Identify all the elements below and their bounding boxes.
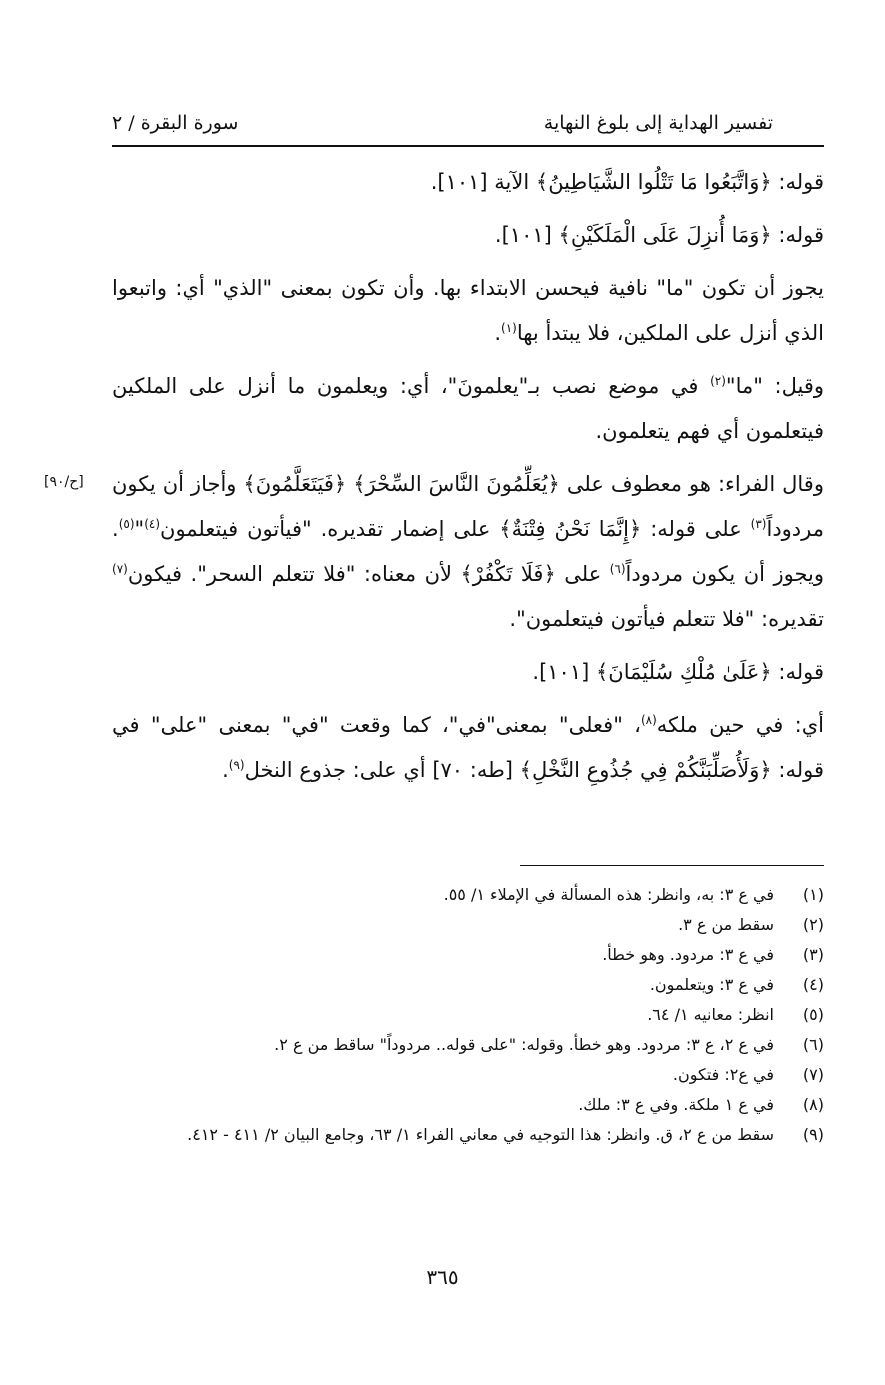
footnote-item	[160, 1060, 824, 1090]
surah-label: سورة البقرة / ٢	[112, 112, 239, 134]
footnote-marker[interactable]: (٣)	[750, 517, 767, 531]
paragraph-3	[112, 266, 824, 356]
footnote-number: (٤)	[802, 975, 824, 994]
footnote-text: في ع٢: فتكون.	[672, 1065, 774, 1084]
text: ، "فعلى" بمعنى"في"، كما وقعت "في" بمعنى "على" في قوله:	[112, 713, 824, 782]
text: قوله:	[771, 660, 824, 684]
footnote-number: (٨)	[802, 1095, 824, 1114]
quran-verse: ﴿يُعَلِّمُونَ النَّاسَ السِّحْرَ﴾	[353, 472, 560, 496]
text: وأجاز أن يكون مردوداً	[112, 472, 824, 541]
text: .	[494, 321, 502, 345]
footnote-text: في ع ٣: ويتعلمون.	[649, 975, 774, 994]
paragraph-5	[112, 462, 824, 642]
footnote-number: (٧)	[802, 1065, 824, 1084]
footnote-number: (١)	[802, 885, 824, 904]
text: على إضمار تقديره. "فيأتون فيتعلمون	[160, 517, 500, 541]
header-divider	[112, 145, 824, 147]
text: [١٠١].	[532, 660, 596, 684]
book-title: تفسير الهداية إلى بلوغ النهاية	[543, 112, 773, 134]
text: تقديره: "فلا تتعلم فيأتون فيتعلمون".	[509, 607, 824, 631]
quran-verse: ﴿وَمَا أُنزِلَ عَلَى الْمَلَكَيْنِ﴾	[558, 223, 772, 247]
footnote-item	[160, 940, 824, 970]
text: [١٠١].	[494, 223, 559, 247]
text: قوله:	[771, 170, 824, 194]
footnote-number: (٩)	[802, 1125, 824, 1144]
paragraph-4	[112, 364, 824, 454]
text: . ويجوز أن يكون مردوداً	[112, 517, 824, 586]
quran-verse: ﴿فَيَتَعَلَّمُونَ﴾	[243, 472, 347, 496]
paragraph-7	[112, 703, 824, 793]
text: لأن معناه: "فلا تتعلم السحر". فيكون	[127, 562, 461, 586]
margin-manuscript-ref: [ح/٩٠]	[44, 474, 84, 490]
quran-verse: ﴿وَلَأُصَلِّبَنَّكُمْ فِي جُذُوعِ النَّخْلِ﴾	[519, 758, 772, 782]
quran-verse: ﴿إِنَّمَا نَحْنُ فِتْنَةٌ﴾	[499, 517, 642, 541]
paragraph-1	[112, 160, 824, 205]
footnote-item	[160, 1000, 824, 1030]
quran-verse: ﴿فَلَا تَكْفُرْ﴾	[460, 562, 556, 586]
paragraph-2	[112, 213, 824, 258]
footnote-marker[interactable]: (٦)	[609, 562, 626, 576]
footnote-marker[interactable]: (١)	[501, 321, 517, 335]
text: في موضع نصب بـ"يعلمونَ"، أي: ويعلمون ما أنزل على الملكين فيتعلمون أي فهم يتعلمون.	[112, 374, 824, 443]
footnote-text: انظر: معانيه ١/ ٦٤.	[647, 1005, 774, 1024]
text: على قوله:	[641, 517, 751, 541]
footnote-number: (٣)	[802, 945, 824, 964]
text: على	[555, 562, 610, 586]
footnote-marker[interactable]: (٩)	[228, 758, 245, 772]
footnote-number: (٥)	[802, 1005, 824, 1024]
footnote-item	[160, 1120, 824, 1150]
footnote-text: في ع ١ ملكة. وفي ع ٣: ملك.	[578, 1095, 774, 1114]
footnote-text: سقط من ع ٣.	[678, 915, 774, 934]
footnote-item	[160, 970, 824, 1000]
text: قوله:	[771, 223, 824, 247]
footnote-marker[interactable]: (٢)	[710, 374, 726, 388]
footnotes-list	[160, 880, 824, 1150]
footnote-number: (٢)	[802, 915, 824, 934]
footnote-item	[160, 1030, 824, 1060]
paragraph-6	[112, 650, 824, 695]
footnote-item	[160, 880, 824, 910]
footnote-text: في ع ٣: به، وانظر: هذه المسألة في الإملاء ١/ ٥٥.	[443, 885, 774, 904]
text: .	[222, 758, 229, 782]
page-number: ٣٦٥	[426, 1265, 459, 1289]
text: الآية [١٠١].	[430, 170, 536, 194]
footnote-item	[160, 1090, 824, 1120]
text: يجوز أن تكون "ما" نافية فيحسن الابتداء بها. وأن تكون بمعنى "الذي" أي: واتبعوا الذي أنزل على الملكين، فلا يبتدأ بها	[112, 276, 824, 345]
footnote-marker[interactable]: (٨)	[640, 713, 657, 727]
footnote-text: في ع ٢، ع ٣: مردود. وهو خطأ. وقوله: "على قوله.. مردوداً" ساقط من ع ٢.	[274, 1035, 774, 1054]
quran-verse: ﴿وَاتَّبَعُوا مَا تَتْلُوا الشَّيَاطِينُ﴾	[535, 170, 772, 194]
footnote-text: سقط من ع ٢، ق. وانظر: هذا التوجيه في معاني الفراء ١/ ٦٣، وجامع البيان ٢/ ٤١١ - ٤١٢.	[187, 1125, 774, 1144]
text: وقال الفراء: هو معطوف على	[559, 472, 824, 496]
footnote-number: (٦)	[802, 1035, 824, 1054]
footnote-marker[interactable]: (٥)	[118, 517, 135, 531]
main-text	[112, 160, 824, 801]
footnote-item	[160, 910, 824, 940]
text: وقيل: "ما"	[725, 374, 824, 398]
text: أي: في حين ملكه	[656, 713, 824, 737]
text: [طه: ٧٠] أي على: جذوع النخل	[244, 758, 520, 782]
text: "	[134, 517, 145, 541]
footnote-divider	[520, 865, 824, 866]
footnote-marker[interactable]: (٧)	[112, 562, 128, 576]
footnote-text: في ع ٣: مردود. وهو خطأ.	[602, 945, 774, 964]
footnote-marker[interactable]: (٤)	[144, 517, 161, 531]
quran-verse: ﴿عَلَىٰ مُلْكِ سُلَيْمَانَ﴾	[596, 660, 772, 684]
